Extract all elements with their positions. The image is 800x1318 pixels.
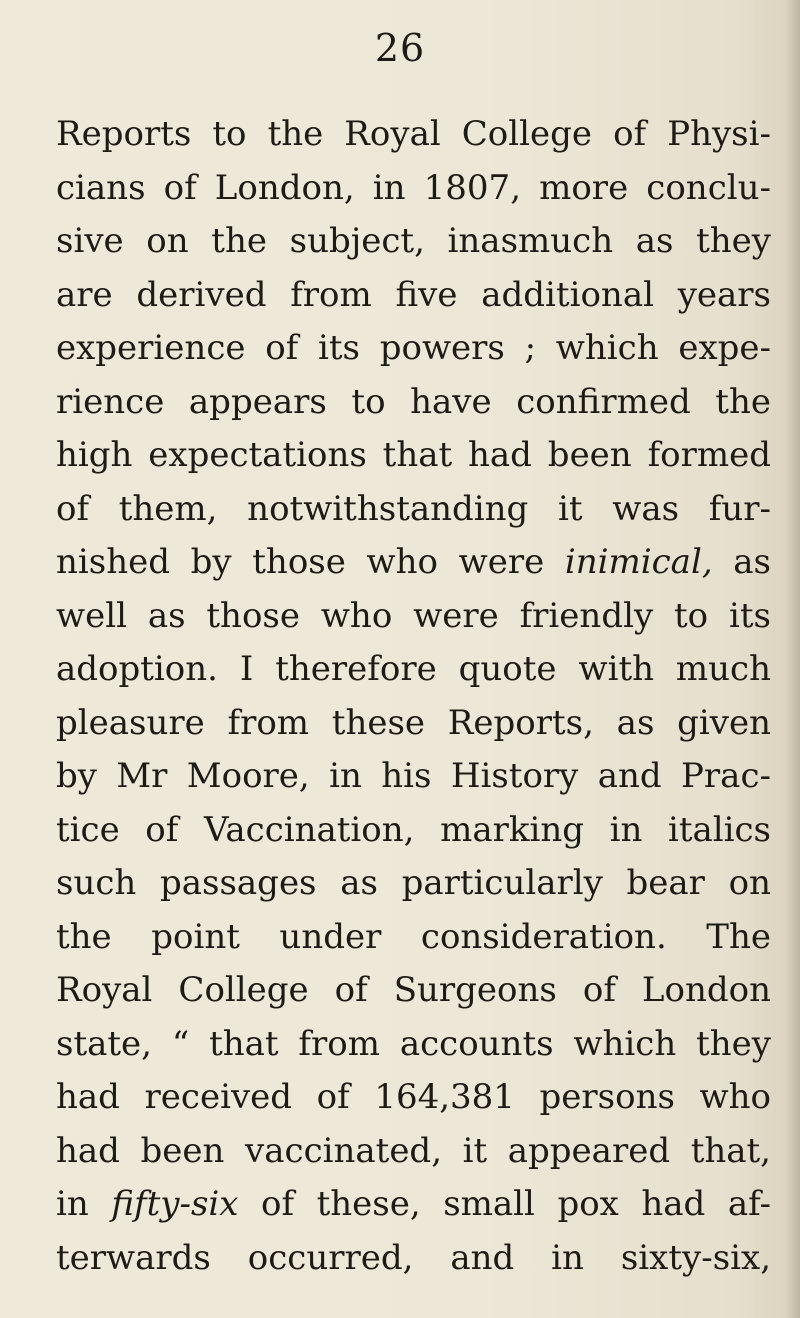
italic-word: inimical, — [564, 542, 713, 582]
text-line: Reports to the Royal College of Physi- — [56, 114, 771, 154]
page-number: 26 — [374, 26, 426, 70]
text-line: of them, notwithstanding it was fur- — [56, 488, 771, 529]
text-line: are derived from five additional years — [56, 274, 771, 315]
text-line: rience appears to have confirmed the — [56, 381, 771, 422]
text-line: pleasure from these Reports, as given — [56, 702, 771, 743]
text-line: had been vaccinated, it appeared that, — [56, 1130, 771, 1171]
text-line: Royal College of Surgeons of London — [56, 970, 771, 1010]
text-line: adoption. I therefore quote with much — [56, 649, 771, 689]
text-line: experience of its powers ; which expe- — [56, 328, 771, 368]
text-line: state, “ that from accounts which they — [56, 1023, 771, 1064]
text-line: such passages as particularly bear on — [56, 863, 771, 903]
text-line: sive on the subject, inasmuch as they — [56, 221, 771, 261]
text-line: cians of London, in 1807, more conclu- — [56, 167, 771, 208]
page-edge-shadow — [786, 0, 800, 1318]
text-line: by Mr Moore, in his History and Prac- — [56, 756, 771, 796]
text-line: terwards occurred, and in sixty-six, — [56, 1237, 771, 1278]
text-line: tice of Vaccination, marking in italics — [56, 809, 771, 850]
text-line: the point under consideration. The — [56, 916, 771, 957]
italic-word: fifty-six — [111, 1184, 239, 1224]
text-line: had received of 164,381 persons who — [56, 1077, 771, 1117]
text-line: high expectations that had been formed — [56, 435, 771, 475]
text-line: nished by those who were inimical, as — [56, 542, 772, 582]
text-line: well as those who were friendly to its — [56, 595, 771, 636]
text-line: in fifty-six of these, small pox had af- — [56, 1184, 771, 1224]
body-text — [56, 108, 771, 1285]
